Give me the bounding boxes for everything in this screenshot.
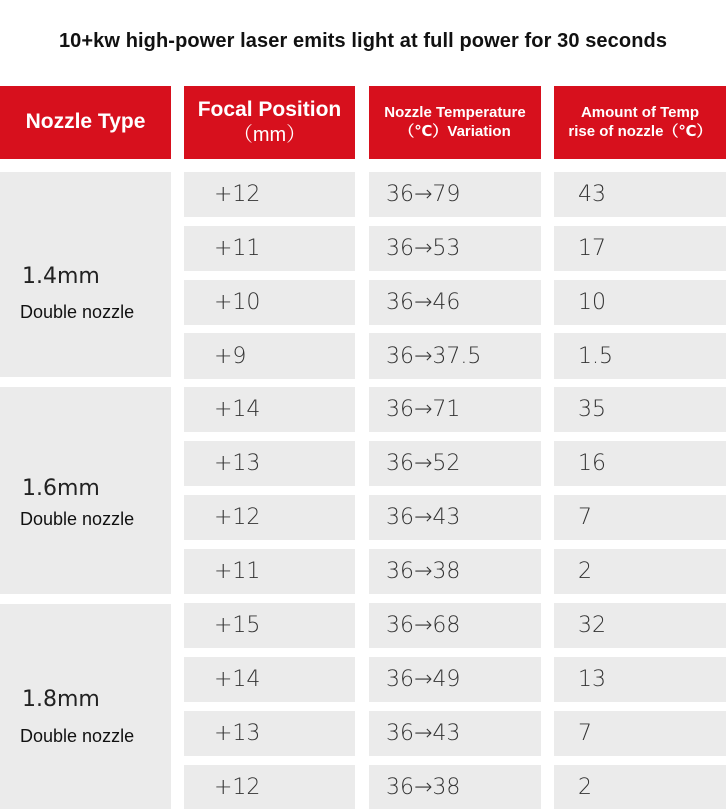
temp-rise-cell: 16: [554, 441, 726, 486]
focal-position-cell: +9: [184, 333, 355, 379]
temp-rise-cell: 35: [554, 387, 726, 432]
nozzle-group-2: [0, 387, 171, 594]
focal-position-cell: +11: [184, 226, 355, 271]
temperature-variation-cell: 36→38: [369, 549, 541, 594]
nozzle-group-3: [0, 604, 171, 809]
temperature-variation-cell: 36→53: [369, 226, 541, 271]
page-title: 10+kw high-power laser emits light at full power for 30 seconds: [58, 30, 668, 52]
temperature-variation-cell: 36→43: [369, 495, 541, 540]
nozzle-description: Double nozzle: [20, 726, 135, 746]
focal-position-cell: +13: [184, 711, 355, 756]
nozzle-description: Double nozzle: [20, 509, 135, 529]
header-focal-position-line1: Focal Position: [197, 97, 342, 121]
header-nozzle-temperature-line1: Nozzle Temperature: [384, 103, 526, 121]
temperature-variation-cell: 36→52: [369, 441, 541, 486]
temperature-variation-cell: 36→43: [369, 711, 541, 756]
focal-position-cell: +14: [184, 657, 355, 702]
focal-position-cell: +14: [184, 387, 355, 432]
nozzle-size: 1.8mm: [22, 687, 100, 712]
temp-rise-cell: 2: [554, 765, 726, 809]
header-nozzle-type-label: Nozzle Type: [25, 110, 146, 134]
temperature-variation-cell: 36→38: [369, 765, 541, 809]
temperature-variation-cell: 36→37.5: [369, 333, 541, 379]
header-temp-rise-line2: rise of nozzle（℃）: [568, 122, 712, 140]
nozzle-size: 1.4mm: [22, 264, 100, 289]
temp-rise-cell: 10: [554, 280, 726, 325]
header-nozzle-temperature: [369, 86, 541, 159]
temperature-variation-cell: 36→68: [369, 603, 541, 648]
nozzle-description: Double nozzle: [20, 302, 135, 322]
temperature-variation-cell: 36→49: [369, 657, 541, 702]
header-nozzle-type: [0, 86, 171, 159]
nozzle-group-1: [0, 172, 171, 377]
header-temp-rise-line1: Amount of Temp: [580, 103, 700, 121]
focal-position-cell: +11: [184, 549, 355, 594]
focal-position-cell: +12: [184, 172, 355, 217]
temperature-variation-cell: 36→71: [369, 387, 541, 432]
focal-position-cell: +13: [184, 441, 355, 486]
temp-rise-cell: 7: [554, 495, 726, 540]
temp-rise-cell: 32: [554, 603, 726, 648]
focal-position-cell: +15: [184, 603, 355, 648]
header-focal-position: [184, 86, 355, 159]
temp-rise-cell: 1.5: [554, 333, 726, 379]
temp-rise-cell: 2: [554, 549, 726, 594]
focal-position-cell: +10: [184, 280, 355, 325]
nozzle-size: 1.6mm: [22, 476, 100, 501]
temperature-variation-cell: 36→79: [369, 172, 541, 217]
header-nozzle-temperature-line2: （℃）Variation: [399, 122, 511, 140]
temp-rise-cell: 43: [554, 172, 726, 217]
header-temp-rise: [554, 86, 726, 159]
temp-rise-cell: 13: [554, 657, 726, 702]
header-focal-position-line2: （mm）: [232, 124, 307, 147]
temperature-variation-cell: 36→46: [369, 280, 541, 325]
temp-rise-cell: 7: [554, 711, 726, 756]
focal-position-cell: +12: [184, 765, 355, 809]
temp-rise-cell: 17: [554, 226, 726, 271]
focal-position-cell: +12: [184, 495, 355, 540]
